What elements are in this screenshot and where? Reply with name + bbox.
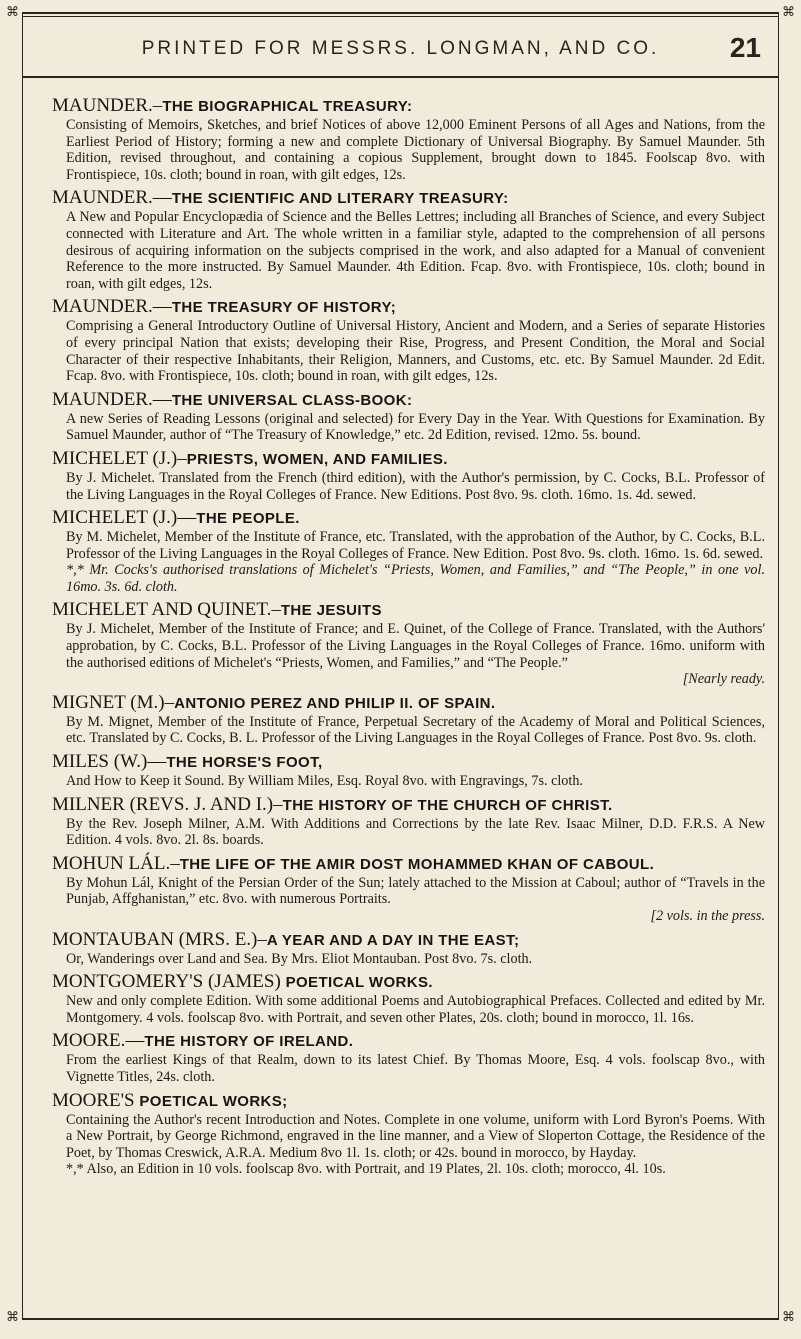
entry-title: THE HORSE'S FOOT, [166, 754, 323, 772]
entry-description: Or, Wanderings over Land and Sea. By Mrs. Eliot Montauban. Post 8vo. 7s. cloth. [66, 950, 533, 967]
entry-title: THE PEOPLE. [196, 510, 300, 528]
entry-heading [52, 1090, 765, 1112]
corner-ornament-icon: ⌘ [6, 5, 19, 20]
entry-heading [52, 794, 765, 816]
entry-author: MONTAUBAN (MRS. E.)– [52, 928, 267, 950]
top-rule [22, 12, 779, 14]
entry-title: THE JESUITS [280, 602, 382, 620]
entry-heading [52, 853, 765, 875]
corner-ornament-icon: ⌘ [782, 1310, 795, 1325]
page-number: 21 [729, 32, 761, 63]
right-border [778, 12, 779, 1318]
entry-heading [52, 507, 765, 529]
entry-author: MICHELET AND QUINET.– [52, 599, 281, 621]
catalogue-entry [52, 389, 765, 444]
entry-title: PRIESTS, WOMEN, AND FAMILIES. [186, 450, 448, 468]
entry-status: [2 vols. in the press. [650, 908, 765, 924]
catalogue-entry [52, 296, 765, 384]
corner-ornament-icon: ⌘ [782, 5, 795, 20]
entry-heading [52, 692, 765, 714]
entry-heading [52, 296, 765, 318]
left-border [22, 12, 23, 1318]
page-header [0, 22, 801, 70]
entry-author: MOORE'S [52, 1089, 135, 1111]
entry-author: MAUNDER.— [52, 187, 172, 209]
entry-title: THE BIOGRAPHICAL TREASURY: [162, 98, 413, 115]
catalogue-entry [52, 929, 765, 968]
entry-heading [52, 599, 765, 621]
catalogue-entry [52, 448, 765, 503]
catalogue-entry [52, 692, 765, 747]
entry-title: THE TREASURY OF HISTORY; [171, 299, 397, 317]
entry-description: By the Rev. Joseph Milner, A.M. With Additions and Corrections by the late Rev. Isaac Milner, D.D. F.R.S. A New Edition. 4 vols. 8vo. 2l. 8s. boards. [66, 815, 765, 849]
entry-author: MAUNDER.— [52, 388, 172, 410]
entry-title: ANTONIO PEREZ AND PHILIP II. OF SPAIN. [174, 694, 496, 712]
entry-description: Containing the Author's recent Introduction and Notes. Complete in one volume, uniform with Lord Byron's Poems. With a New Portrait, by George Richmond, engraved in the line manner, and a View of Sloperton Cottage, the Residence of the Poet, by Thomas Creswick, A.R.A. Medium 8vo 1l. 1s. cloth; or 42s. bound in morocco, by Hayday. [66, 1111, 765, 1161]
catalogue-entry [52, 853, 765, 925]
entry-author: MAUNDER.– [52, 95, 163, 116]
entry-description: By M. Michelet, Member of the Institute of France, etc. Translated, with the approbation of the Author, by C. Cocks, B.L. Professor of the Living Languages in the Royal Colleges of France. New Edition. Post 8vo. 9s. cloth. 16mo. 1s. 6d. sewed. [66, 529, 765, 562]
catalogue-entry [52, 1090, 765, 1178]
entry-title: THE UNIVERSAL CLASS-BOOK: [171, 391, 413, 409]
entry-text: By J. Michelet, Member of the Institute of France; and E. Quinet, of the College of France. Translated, with the Authors' approbation, by C. Cocks, B.L. Professor of the Living Languages in the Royal Colleges of France. 16mo. uniform with the authorised editions of Michelet's “Priests, Women, and Families,” and “The People.” [66, 621, 765, 671]
entry-description: Comprising a General Introductory Outline of Universal History, Ancient and Modern, and a Series of separate Histories of every principal Nation that exists; developing their Rise, Progress, and Present Condition, the Moral and Social Character of their respective Inhabitants, their Religion, Manners, and Customs, etc. etc. By Samuel Maunder. 2d Edit. Fcap. 8vo. with Frontispiece, 10s. cloth; bound in roan, with gilt edges, 12s. [66, 318, 765, 385]
entry-heading [52, 1030, 765, 1052]
entry-heading [52, 448, 765, 470]
entry-title: THE HISTORY OF IRELAND. [144, 1033, 354, 1051]
entry-title: A YEAR AND A DAY IN THE EAST; [266, 931, 520, 949]
entry-description: A New and Popular Encyclopædia of Science and the Belles Lettres; including all Branches of Science, and every Subject connected with Literature and Art. The whole written in a familiar style, adapted to the comprehension of all persons desirous of acquiring information on the subjects comprised in the work, and also adapted for a Manual of convenient Reference to the more instructed. By Samuel Maunder. 4th Edition. Fcap. 8vo. with Frontispiece, 10s. cloth; bound in roan, with gilt edges, 12s. [66, 209, 765, 292]
entry-title: THE HISTORY OF THE CHURCH OF CHRIST. [282, 796, 613, 814]
catalogue-list [52, 95, 765, 1182]
entry-author: MIGNET (M.)– [52, 691, 175, 713]
entry-description: By M. Mignet, Member of the Institute of France, Perpetual Secretary of the Academy of Moral and Political Sciences, etc. Translated by C. Cocks, B. L. Professor of the Living Languages in the Royal Colleges of France. Post 8vo. 9s. cloth. [66, 713, 765, 747]
entry-description: Consisting of Memoirs, Sketches, and brief Notices of above 12,000 Eminent Persons of all Ages and Nations, from the Earliest Period of History; forming a new and complete Dictionary of Universal Biography. By Samuel Maunder. 5th Edition, revised throughout, and containing a copious Supplement, brought down to 1845. Foolscap 8vo. with Frontispiece, 10s. cloth; bound in roan, with gilt edges, 12s. [66, 117, 765, 183]
entry-author: MAUNDER.— [52, 296, 172, 318]
corner-ornament-icon: ⌘ [6, 1310, 19, 1325]
catalogue-entry [52, 187, 765, 292]
catalogue-entry [52, 507, 765, 595]
entry-heading [52, 751, 765, 773]
running-head: PRINTED FOR MESSRS. LONGMAN, AND CO. [141, 38, 660, 59]
entry-description: From the earliest Kings of that Realm, down to its latest Chief. By Thomas Moore, Esq. 4 vols. foolscap 8vo., with Vignette Titles, 24s. cloth. [66, 1052, 765, 1085]
entry-heading [52, 95, 765, 117]
entry-author: MICHELET (J.)— [52, 507, 197, 529]
entry-note: *,* Mr. Cocks's authorised translations of Michelet's “Priests, Women, and Families,” and “The People,” in one vol. 16mo. 3s. 6d. cloth. [66, 562, 765, 595]
catalogue-entry [52, 1030, 765, 1085]
entry-author: MILNER (REVS. J. AND I.)– [52, 793, 283, 815]
header-rule [22, 76, 779, 78]
entry-author: MOORE.— [52, 1030, 145, 1052]
entry-title: THE SCIENTIFIC AND LITERARY TREASURY: [171, 190, 509, 208]
entry-author: MICHELET (J.)– [52, 447, 187, 469]
catalogue-entry [52, 751, 765, 790]
entry-description [66, 875, 765, 925]
catalogue-entry [52, 95, 765, 183]
entry-description: By J. Michelet. Translated from the French (third edition), with the Author's permission, by C. Cocks, B.L. Professor of the Living Languages in the Royal Colleges of France. New Editions. Post 8vo. 9s. cloth. 16mo. 1s. 4d. sewed. [66, 469, 765, 503]
entry-description: New and only complete Edition. With some additional Poems and Autobiographical Prefaces. Collected and edited by Mr. Montgomery. 4 vols. foolscap 8vo. with Portrait, and seven other Plates, 20s. cloth; bound in morocco, 1l. 16s. [66, 993, 765, 1026]
entry-author: MONTGOMERY'S (JAMES) [52, 971, 281, 993]
entry-description: A new Series of Reading Lessons (original and selected) for Every Day in the Year. With Questions for Examination. By Samuel Maunder, author of “The Treasury of Knowledge,” etc. 2d Edition, revised. 12mo. 5s. bound. [66, 410, 765, 444]
catalogue-entry [52, 971, 765, 1026]
entry-title: POETICAL WORKS. [285, 974, 433, 992]
entry-author: MILES (W.)— [52, 751, 167, 773]
footer-rule [22, 1318, 779, 1320]
catalogue-entry [52, 794, 765, 849]
entry-title: THE LIFE OF THE AMIR DOST MOHAMMED KHAN OF CABOUL. [179, 855, 655, 873]
entry-heading [52, 187, 765, 209]
entry-status: [Nearly ready. [682, 671, 765, 688]
entry-note: *,* Also, an Edition in 10 vols. foolscap 8vo. with Portrait, and 19 Plates, 2l. 10s. cloth; morocco, 4l. 10s. [66, 1161, 666, 1178]
top-rule-thin [22, 16, 779, 17]
entry-description [66, 621, 765, 687]
entry-heading [52, 929, 765, 951]
catalogue-entry [52, 599, 765, 687]
entry-text: By Mohun Lál, Knight of the Persian Order of the Sun; lately attached to the Mission at Caboul; author of “Travels in the Punjab, Affghanistan,” etc. 8vo. with numerous Portraits. [66, 874, 765, 908]
entry-heading [52, 971, 765, 993]
entry-author: MOHUN LÁL.– [52, 852, 180, 874]
entry-heading [52, 389, 765, 411]
entry-description: And How to Keep it Sound. By William Miles, Esq. Royal 8vo. with Engravings, 7s. cloth. [66, 773, 583, 790]
entry-title: POETICAL WORKS; [139, 1092, 288, 1110]
